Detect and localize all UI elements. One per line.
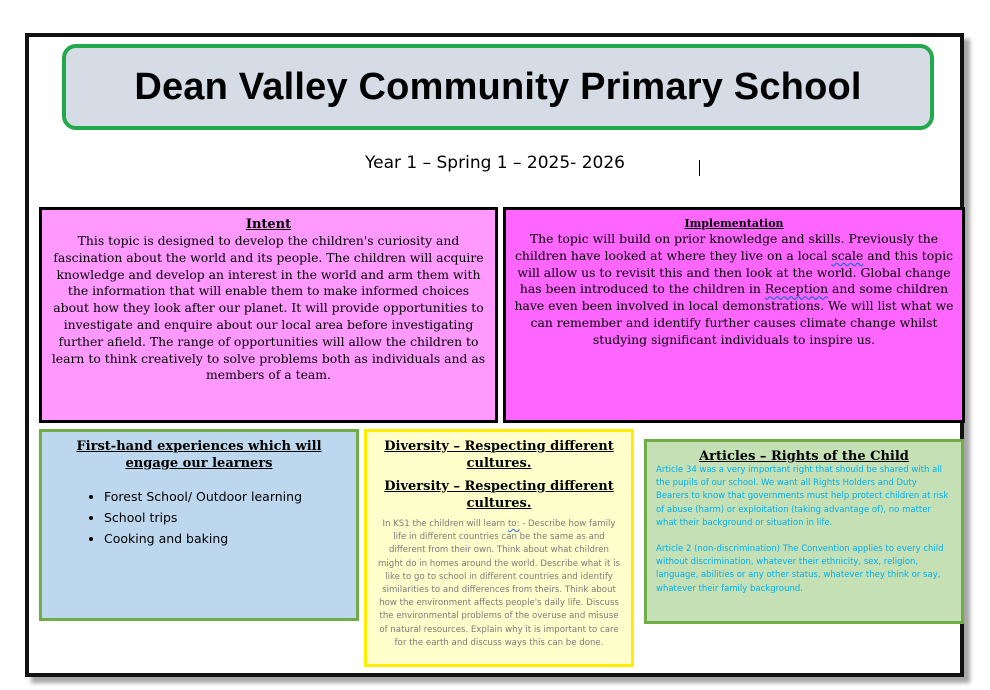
implementation-text-part-2: and this topic will allow us to revisit this and then look at the world. Global change has been introduced to the children in bbox=[517, 247, 954, 297]
article-34-text: Article 34 was a very important right that should be shared with all the pupils of our school. We want all Rights Holders and Duty Bearers to know that governments must help protect children at risk of abuse (harm) or exploitation (taking advantage of), no matter what their background or situation in life. bbox=[656, 465, 949, 528]
spellcheck-word-to: to: bbox=[507, 519, 520, 529]
articles-heading: Articles – Rights of the Child bbox=[699, 449, 909, 464]
list-item: • Forest School/ Outdoor learning bbox=[104, 486, 346, 507]
intent-text: This topic is designed to develop the children's curiosity and fascination about the world and its people. The children will acquire knowledge and develop an interest in the world and arm them with the information that will enable them to make informed choices about how they look after our planet. It will provide opportunities to investigate and enquire about our local area before investigating further afield. The range of opportunities will allow the children to learn to think creatively to solve problems both as individuals and as members of a team. bbox=[51, 233, 486, 383]
page-subtitle: Year 1 – Spring 1 – 2025- 2026 bbox=[365, 153, 625, 173]
list-item: • Cooking and baking bbox=[104, 528, 346, 549]
spellcheck-word-reception: Reception bbox=[764, 281, 829, 297]
title-banner bbox=[62, 44, 934, 130]
first-hand-panel bbox=[39, 429, 359, 621]
diversity-text-part-1: In KS1 the children will learn bbox=[382, 519, 508, 529]
spellcheck-word-scale: scale bbox=[831, 247, 864, 263]
diversity-text-part-2: - Describe how family life in different countries can be the same as and different from their own. Think about what children might do in homes around the world. Describe what it is like to go to school in different countries and identify similarities to and differences from theirs. Think about how the environment affects people's daily life. Discuss the environmental problems of the overuse and misuse of natural resources. Explain why it is important to care for the earth and discuss ways this can be done. bbox=[378, 519, 620, 648]
diversity-panel bbox=[364, 429, 634, 667]
articles-panel bbox=[644, 439, 964, 624]
first-hand-heading: First-hand experiences which will engage our learners bbox=[76, 439, 322, 471]
intent-heading: Intent bbox=[245, 217, 292, 232]
implementation-panel bbox=[503, 207, 965, 423]
implementation-heading: Implementation bbox=[684, 217, 784, 230]
first-hand-list bbox=[52, 486, 346, 549]
implementation-text-part-3: and some children have even been involved in local demonstrations. We will list what we can remember and identify further causes climate change whilst studying significant individuals to inspire us. bbox=[514, 281, 954, 347]
implementation-text-part-1: The topic will build on prior knowledge and skills. Previously the children have looked at where they live on a local bbox=[514, 231, 939, 263]
diversity-heading-1: Diversity – Respecting different cultures. bbox=[384, 439, 614, 471]
page-title: Dean Valley Community Primary School bbox=[134, 65, 862, 108]
article-2-text: Article 2 (non-discrimination) The Convention applies to every child without discrimination, whatever their ethnicity, sex, religion, language, abilities or any other status, whatever they think or say, whatever their family background. bbox=[656, 544, 944, 594]
intent-panel bbox=[39, 207, 498, 423]
list-item: • School trips bbox=[104, 507, 346, 528]
diversity-text bbox=[377, 518, 621, 650]
diversity-heading-2: Diversity – Respecting different cultures. bbox=[384, 479, 614, 511]
text-cursor bbox=[699, 160, 700, 176]
implementation-text bbox=[514, 231, 954, 349]
